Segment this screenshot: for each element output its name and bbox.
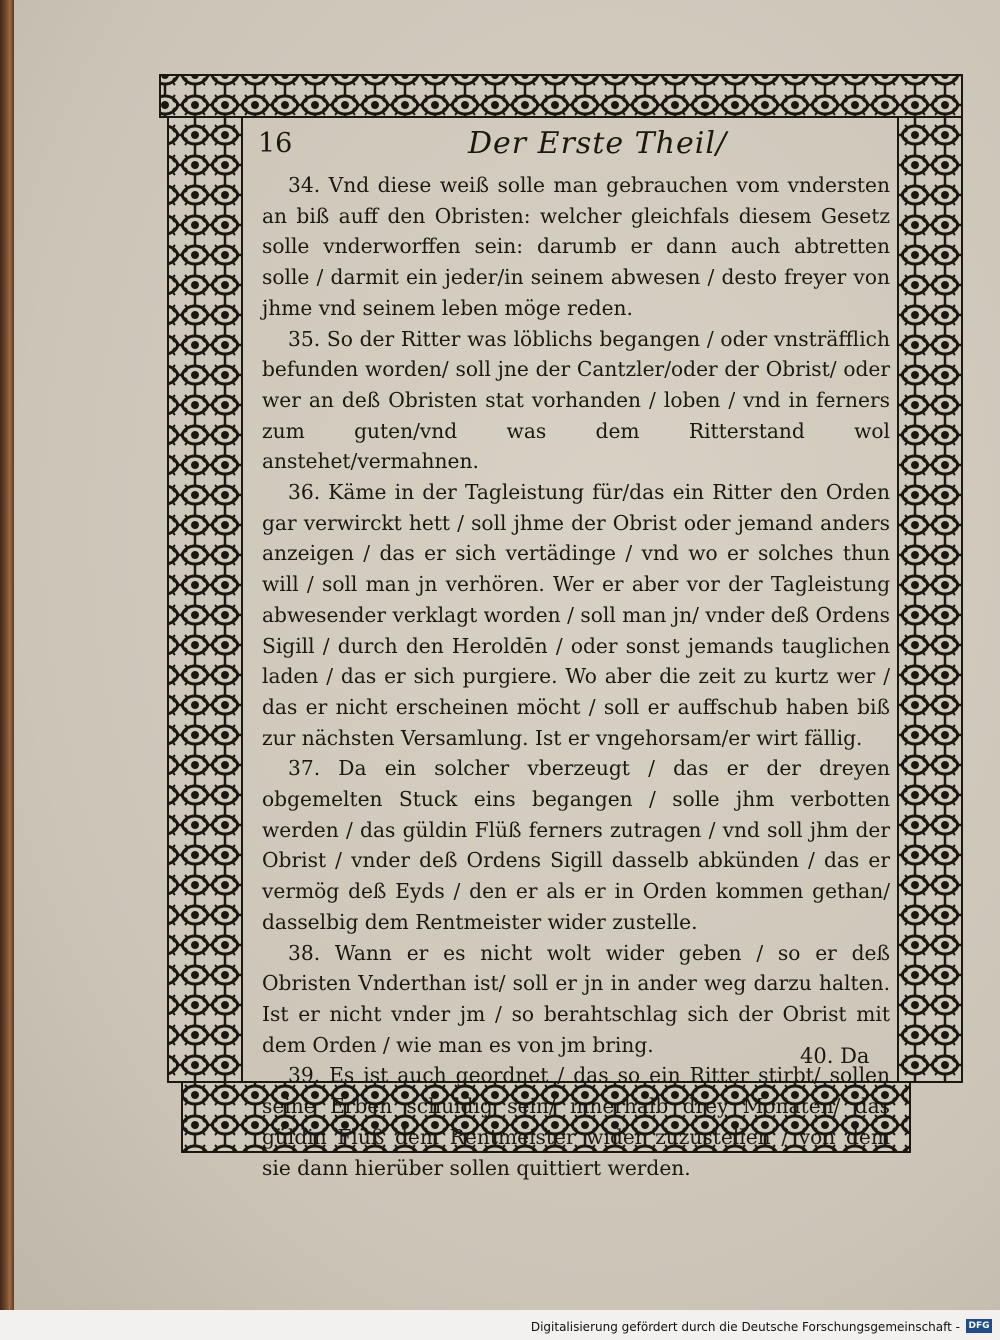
paragraph-38: 38. Wann er es nicht wolt wider geben / so er deß Obristen Vnderthan ist/ soll er jn in ander weg darzu halten. Ist er nicht vnder jm / so berahtschlag sich der Obrist mit dem Orden / wie man es von jm bring.: [262, 940, 890, 1057]
body-text: [262, 170, 890, 1183]
border-top: [160, 75, 962, 117]
paragraph-34: 34. Vnd diese weiß solle man gebrauchen vom vndersten an biß auff den Obristen: welcher gleichfals diesem Gesetz solle vnderworffen sein: darumb er dann auch abtretten solle / darmit ein jeder/in seinem abwesen / desto freyer von jhme vnd seinem leben möge reden.: [262, 173, 890, 320]
paragraph-39: 39. Es ist auch geordnet / das so ein Ritter stirbt/ sollen seine Erben schuldig sein/ innerhalb drey Monaten/ das güldin Flüß dem Rentmeister wider zuzustellen / von dem sie dann hierüber sollen quittiert werden.: [262, 1063, 890, 1180]
dfg-logo: DFG: [966, 1319, 992, 1333]
catchword: 40. Da: [800, 1044, 870, 1068]
footer-bar: [0, 1310, 1000, 1340]
paragraph-37: 37. Da ein solcher vberzeugt / das er der dreyen obgemelten Stuck eins begangen / solle jhm verbotten werden / das güldin Flüß ferners zutragen / vnd soll jhm der Obrist / vnder deß Ordens Sigill dasselb abkünden / das er vermög deß Eyds / den er als er in Orden kommen gethan/ dasselbig dem Rentmeister wider zustelle.: [262, 756, 890, 934]
page-header: [258, 128, 888, 168]
paragraph-36: 36. Käme in der Tagleistung für/das ein Ritter den Orden gar verwirckt hett / soll jhme der Obrist oder jemand anders anzeigen / das er sich vertädinge / vnd wo er solches thun will / soll man jn verhören. Wer er aber vor der Tagleistung abwesender verklagt worden / soll man jn/ vnder deß Ordens Sigill / durch den Heroldēn / oder sonst jemands tauglichen laden / das er sich purgiere. Wo aber die zeit zu kurtz wer / das er nicht erscheinen möcht / soll er auffschub haben biß zur nächsten Versamlung. Ist er vngehorsam/er wirt fällig.: [262, 480, 890, 750]
running-head: Der Erste Theil/: [468, 126, 728, 161]
page-number: 16: [258, 128, 293, 159]
footer-credit: Digitalisierung gefördert durch die Deutsche Forschungsgemeinschaft -: [530, 1320, 960, 1334]
paragraph-35: 35. So der Ritter was löblichs begangen / oder vnsträfflich befunden worden/ soll jne der Cantzler/oder der Obrist/ oder wer an deß Obristen stat vorhanden / loben / vnd in ferners zum guten/vnd was dem Ritterstand wol anstehet/vermahnen.: [262, 326, 890, 474]
border-right: [898, 117, 962, 1082]
border-left: [168, 117, 242, 1082]
